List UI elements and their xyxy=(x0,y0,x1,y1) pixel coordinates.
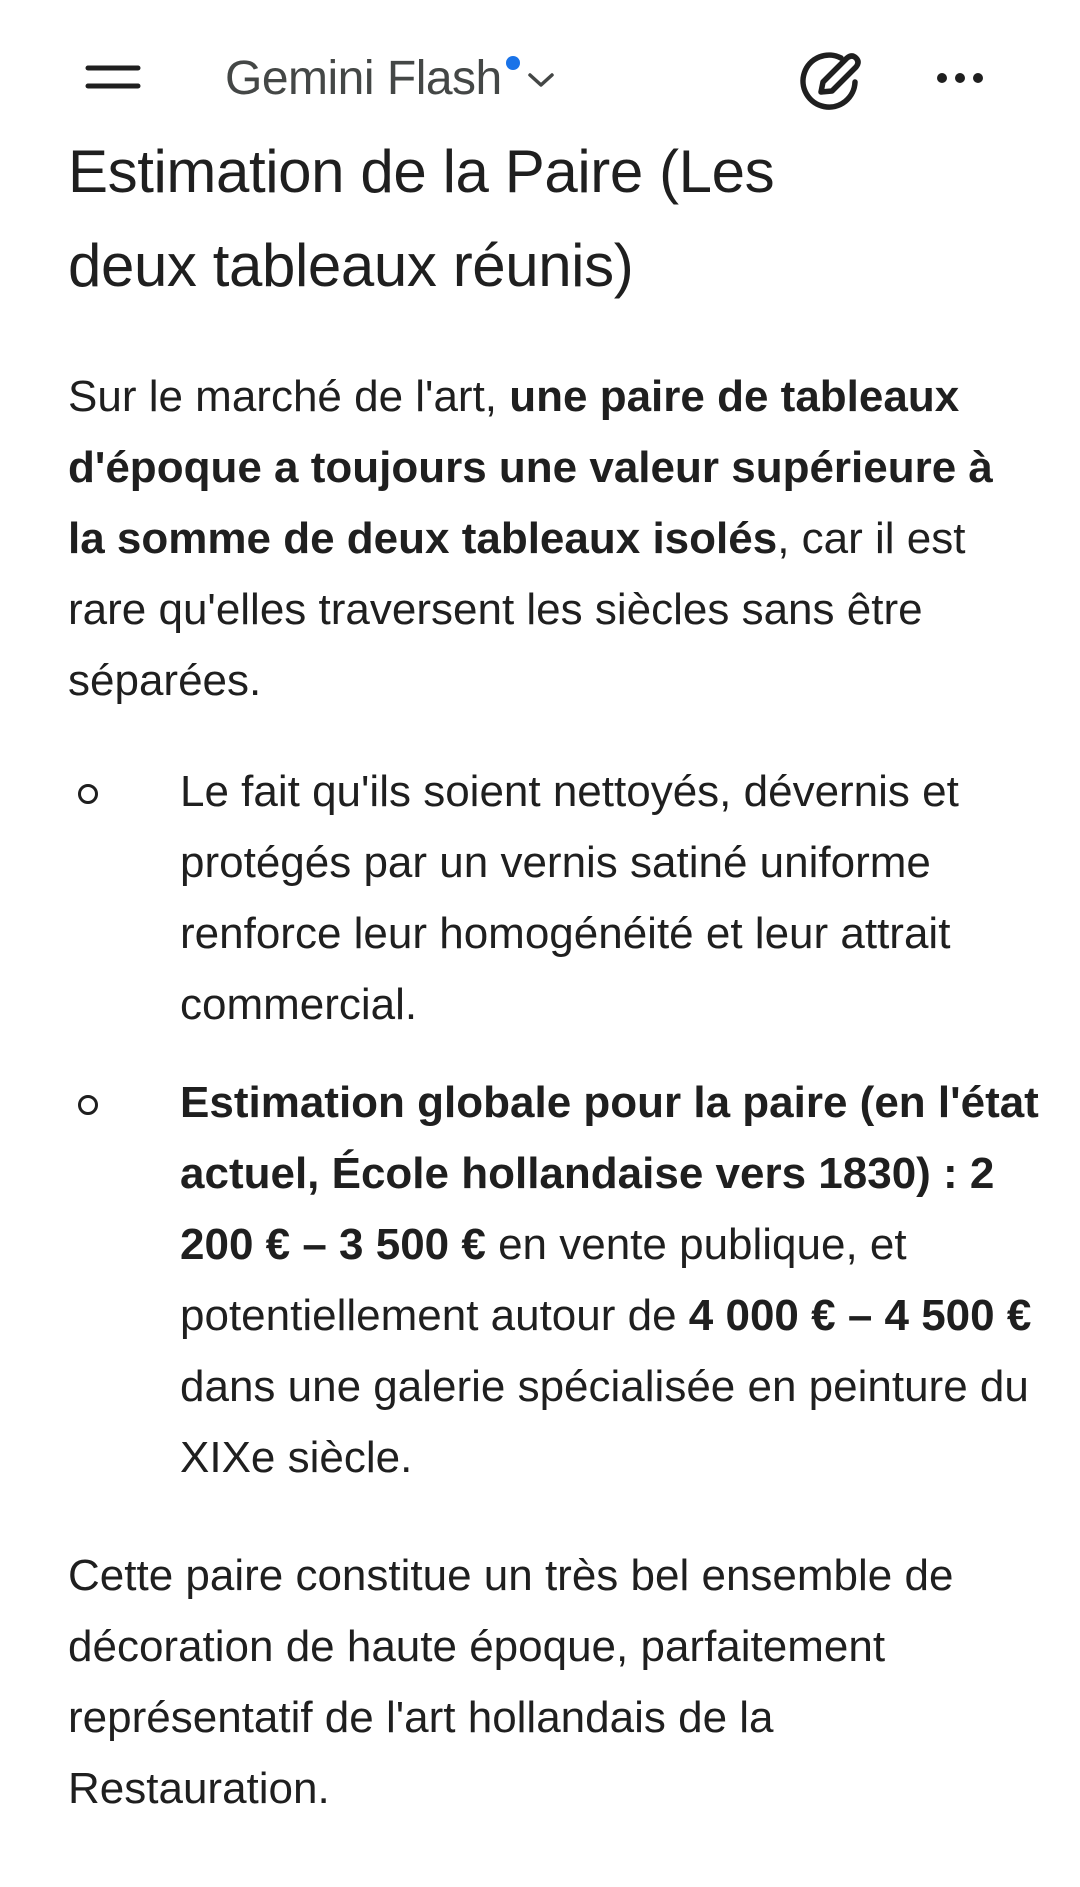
model-indicator-dot xyxy=(506,56,520,70)
bullet-item-estimate xyxy=(68,1067,1080,1493)
new-chat-button[interactable] xyxy=(795,42,867,114)
estimate-auction-bold: Estimation globale pour la paire (en l'état actuel, École hollandaise vers 1830) : 2 200 € – 3 500 € xyxy=(180,1078,1039,1269)
edit-pen-icon xyxy=(795,42,867,114)
section-heading xyxy=(68,125,1018,313)
conclusion-paragraph: Cette paire constitue un très bel ensemble de décoration de haute époque, parfaitement représentatif de l'art hollandais de la Restauration. xyxy=(68,1551,954,1813)
bullet-text: Le fait qu'ils soient nettoyés, dévernis et protégés par un vernis satiné uniforme renforce leur homogénéité et leur attrait commercial. xyxy=(180,767,959,1029)
estimate-gallery-bold: 4 000 € – 4 500 € xyxy=(688,1291,1032,1340)
bullet-list xyxy=(68,756,1039,1493)
more-options-button[interactable] xyxy=(930,50,994,106)
hamburger-menu-icon xyxy=(78,52,150,104)
hollow-bullet-icon xyxy=(78,784,98,804)
menu-button[interactable] xyxy=(78,52,150,104)
chevron-down-icon xyxy=(526,70,556,90)
more-horizontal-icon xyxy=(930,50,994,106)
heading-line-2: deux tableaux réunis) xyxy=(68,232,634,299)
heading-line-1: Estimation de la Paire (Les xyxy=(68,138,775,205)
intro-text-2: , car il est rare qu'elles traversent les siècles sans être séparées. xyxy=(68,514,966,705)
intro-bold-text: une paire de tableaux d'époque a toujours une valeur supérieure à la somme de deux tableaux isolés xyxy=(68,372,993,563)
bullet-item-restoration xyxy=(68,756,1080,1040)
model-selector[interactable] xyxy=(225,48,556,108)
intro-text-1: Sur le marché de l'art, xyxy=(68,372,510,421)
estimate-text-1: en vente publique, et potentiellement autour de xyxy=(180,1220,907,1340)
intro-paragraph xyxy=(68,361,1018,716)
model-name: Gemini Flash xyxy=(225,51,502,105)
response-content xyxy=(68,125,1039,1824)
estimate-text-2: dans une galerie spécialisée en peinture du XIXe siècle. xyxy=(180,1362,1029,1482)
hollow-bullet-icon xyxy=(78,1095,98,1115)
